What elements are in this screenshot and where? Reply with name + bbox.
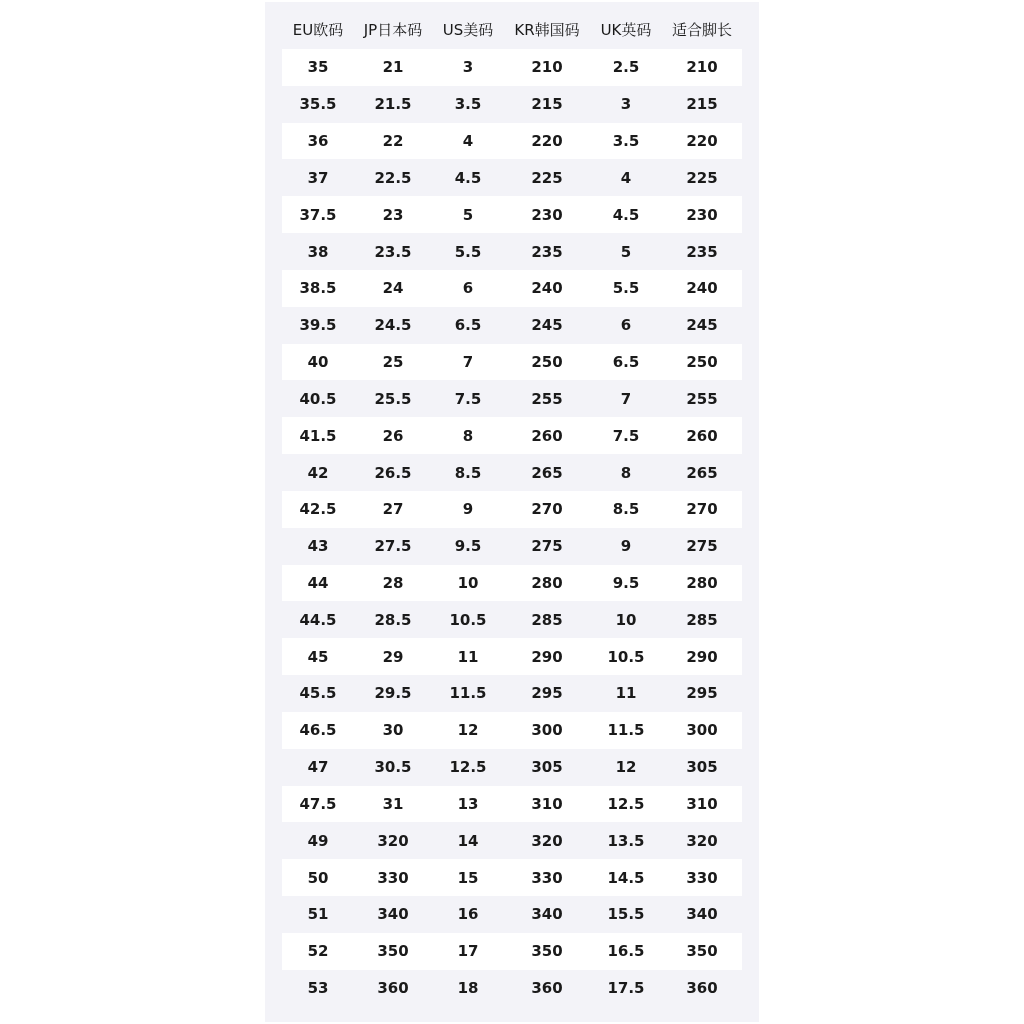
table-row (282, 565, 742, 602)
cell-eu-size: 39.5 (299, 316, 337, 335)
cell-kr-size: 275 (531, 537, 563, 556)
cell-jp-size: 28 (382, 574, 404, 592)
cell-jp-size: 22.5 (374, 168, 412, 187)
cell-kr-size: 330 (531, 868, 563, 887)
cell-foot-length: 235 (686, 242, 718, 261)
cell-eu-size: 47 (307, 758, 329, 777)
cell-jp-size: 24 (382, 279, 404, 298)
cell-kr-size: 340 (531, 905, 563, 924)
cell-uk-size: 4 (620, 168, 632, 187)
cell-jp-size: 27 (382, 500, 404, 519)
cell-foot-length: 285 (686, 610, 718, 629)
cell-eu-size: 38.5 (299, 279, 337, 298)
cell-uk-size: 5.5 (612, 279, 640, 298)
cell-us-size: 3.5 (454, 95, 482, 114)
cell-foot-length: 265 (686, 463, 718, 482)
cell-eu-size: 41.5 (299, 426, 337, 445)
table-row (282, 454, 742, 491)
cell-us-size: 12 (457, 721, 479, 740)
table-row (282, 270, 742, 307)
cell-foot-length: 240 (686, 279, 718, 298)
cell-uk-size: 6.5 (612, 353, 640, 372)
cell-foot-length: 270 (686, 500, 718, 519)
header-kr-size: KR韩国码 (514, 20, 580, 39)
cell-foot-length: 275 (686, 537, 718, 556)
cell-us-size: 9.5 (454, 537, 482, 556)
cell-kr-size: 220 (531, 132, 563, 151)
cell-eu-size: 53 (307, 979, 329, 998)
cell-uk-size: 3.5 (612, 132, 640, 151)
cell-jp-size: 26.5 (374, 463, 412, 482)
cell-kr-size: 285 (531, 610, 563, 629)
header-us-size: US美码 (442, 20, 494, 39)
cell-eu-size: 45.5 (299, 684, 337, 703)
cell-uk-size: 14.5 (607, 868, 645, 887)
cell-jp-size: 29.5 (374, 684, 412, 703)
cell-foot-length: 295 (686, 684, 718, 703)
cell-kr-size: 230 (531, 205, 563, 224)
cell-foot-length: 255 (686, 389, 718, 408)
cell-us-size: 11.5 (449, 684, 487, 703)
table-row (282, 491, 742, 528)
cell-kr-size: 260 (531, 426, 563, 445)
cell-uk-size: 12 (615, 758, 637, 777)
cell-jp-size: 25 (382, 353, 404, 372)
cell-kr-size: 245 (531, 316, 563, 335)
cell-kr-size: 255 (531, 389, 563, 408)
cell-us-size: 7.5 (454, 389, 482, 408)
cell-kr-size: 290 (531, 647, 563, 666)
cell-foot-length: 350 (686, 942, 718, 961)
cell-uk-size: 15.5 (607, 905, 645, 924)
table-row (282, 601, 742, 638)
table-row (282, 344, 742, 381)
cell-us-size: 18 (457, 979, 479, 998)
cell-jp-size: 30 (382, 721, 404, 740)
cell-kr-size: 270 (531, 500, 563, 519)
cell-eu-size: 37 (307, 168, 329, 187)
cell-eu-size: 43 (307, 537, 329, 556)
cell-eu-size: 52 (307, 942, 329, 961)
cell-foot-length: 250 (686, 353, 718, 372)
cell-jp-size: 340 (377, 905, 409, 924)
size-chart-rows (282, 49, 742, 1007)
cell-us-size: 6 (462, 279, 474, 298)
cell-kr-size: 360 (531, 979, 563, 998)
cell-foot-length: 330 (686, 868, 718, 887)
cell-kr-size: 215 (531, 95, 563, 114)
cell-foot-length: 320 (686, 831, 718, 850)
cell-foot-length: 260 (686, 426, 718, 445)
cell-us-size: 9 (462, 500, 474, 519)
cell-jp-size: 25.5 (374, 389, 412, 408)
cell-kr-size: 265 (531, 463, 563, 482)
cell-uk-size: 16.5 (607, 942, 645, 961)
table-row (282, 49, 742, 86)
cell-uk-size: 7 (620, 389, 632, 408)
cell-jp-size: 31 (382, 794, 404, 813)
cell-kr-size: 235 (531, 242, 563, 261)
cell-uk-size: 10 (615, 610, 637, 629)
cell-uk-size: 7.5 (612, 426, 640, 445)
table-row (282, 638, 742, 675)
table-row (282, 380, 742, 417)
cell-us-size: 10 (457, 574, 479, 592)
cell-us-size: 4 (462, 132, 474, 151)
cell-kr-size: 295 (531, 684, 563, 703)
cell-uk-size: 2.5 (612, 58, 640, 77)
cell-us-size: 10.5 (449, 610, 487, 629)
cell-us-size: 8 (462, 426, 474, 445)
table-row (282, 196, 742, 233)
cell-eu-size: 42.5 (299, 500, 337, 519)
table-row (282, 712, 742, 749)
cell-foot-length: 245 (686, 316, 718, 335)
cell-kr-size: 300 (531, 721, 563, 740)
header-foot-length: 适合脚长 (671, 20, 732, 39)
cell-eu-size: 35.5 (299, 95, 337, 114)
cell-uk-size: 17.5 (607, 979, 645, 998)
cell-foot-length: 305 (686, 758, 718, 777)
cell-us-size: 16 (457, 905, 479, 924)
table-row (282, 786, 742, 823)
cell-eu-size: 45 (307, 647, 329, 666)
table-row (282, 528, 742, 565)
cell-uk-size: 4.5 (612, 205, 640, 224)
cell-uk-size: 10.5 (607, 647, 645, 666)
cell-foot-length: 280 (686, 574, 718, 592)
cell-foot-length: 225 (686, 168, 718, 187)
cell-kr-size: 350 (531, 942, 563, 961)
cell-uk-size: 11 (615, 684, 637, 703)
size-chart-panel (265, 2, 759, 1022)
cell-jp-size: 22 (382, 132, 404, 151)
cell-uk-size: 6 (620, 316, 632, 335)
table-row (282, 822, 742, 859)
cell-jp-size: 27.5 (374, 537, 412, 556)
cell-kr-size: 280 (531, 574, 563, 592)
cell-us-size: 14 (457, 831, 479, 850)
cell-us-size: 17 (457, 942, 479, 961)
cell-us-size: 5.5 (454, 242, 482, 261)
table-row (282, 896, 742, 933)
cell-us-size: 3 (462, 58, 474, 77)
cell-eu-size: 40 (307, 353, 329, 372)
cell-uk-size: 9 (620, 537, 632, 556)
cell-us-size: 8.5 (454, 463, 482, 482)
table-row (282, 675, 742, 712)
cell-foot-length: 300 (686, 721, 718, 740)
cell-jp-size: 28.5 (374, 610, 412, 629)
cell-eu-size: 36 (307, 132, 329, 151)
cell-eu-size: 47.5 (299, 794, 337, 813)
cell-foot-length: 290 (686, 647, 718, 666)
cell-jp-size: 29 (382, 647, 404, 666)
cell-jp-size: 30.5 (374, 758, 412, 777)
cell-eu-size: 37.5 (299, 205, 337, 224)
table-row (282, 123, 742, 160)
cell-kr-size: 310 (531, 794, 563, 813)
cell-foot-length: 215 (686, 95, 718, 114)
cell-kr-size: 320 (531, 831, 563, 850)
cell-us-size: 7 (462, 353, 474, 372)
cell-jp-size: 350 (377, 942, 409, 961)
size-chart-header (282, 12, 742, 46)
cell-kr-size: 240 (531, 279, 563, 298)
header-eu-size: EU欧码 (292, 20, 344, 39)
cell-eu-size: 51 (307, 905, 329, 924)
cell-us-size: 15 (457, 868, 479, 887)
cell-us-size: 12.5 (449, 758, 487, 777)
cell-us-size: 5 (462, 205, 474, 224)
cell-foot-length: 210 (686, 58, 718, 77)
cell-eu-size: 50 (307, 868, 329, 887)
cell-jp-size: 21.5 (374, 95, 412, 114)
cell-jp-size: 330 (377, 868, 409, 887)
cell-eu-size: 44.5 (299, 610, 337, 629)
header-uk-size: UK英码 (600, 20, 652, 39)
table-row (282, 933, 742, 970)
cell-foot-length: 220 (686, 132, 718, 151)
cell-uk-size: 8.5 (612, 500, 640, 519)
table-row (282, 159, 742, 196)
cell-uk-size: 11.5 (607, 721, 645, 740)
cell-eu-size: 35 (307, 58, 329, 77)
cell-eu-size: 42 (307, 463, 329, 482)
cell-us-size: 11 (457, 647, 479, 666)
table-row (282, 970, 742, 1007)
cell-uk-size: 13.5 (607, 831, 645, 850)
cell-uk-size: 3 (620, 95, 632, 114)
cell-uk-size: 8 (620, 463, 632, 482)
table-row (282, 859, 742, 896)
cell-kr-size: 250 (531, 353, 563, 372)
table-row (282, 233, 742, 270)
cell-jp-size: 21 (382, 58, 404, 77)
table-row (282, 749, 742, 786)
cell-uk-size: 9.5 (612, 574, 640, 592)
cell-us-size: 13 (457, 794, 479, 813)
cell-kr-size: 210 (531, 58, 563, 77)
cell-jp-size: 24.5 (374, 316, 412, 335)
cell-eu-size: 46.5 (299, 721, 337, 740)
cell-eu-size: 40.5 (299, 389, 337, 408)
cell-us-size: 6.5 (454, 316, 482, 335)
cell-jp-size: 23.5 (374, 242, 412, 261)
cell-jp-size: 23 (382, 205, 404, 224)
table-row (282, 307, 742, 344)
cell-foot-length: 340 (686, 905, 718, 924)
table-row (282, 86, 742, 123)
cell-foot-length: 360 (686, 979, 718, 998)
cell-eu-size: 44 (307, 574, 329, 592)
table-row (282, 417, 742, 454)
cell-uk-size: 5 (620, 242, 632, 261)
cell-jp-size: 360 (377, 979, 409, 998)
header-jp-size: JP日本码 (363, 20, 423, 39)
cell-jp-size: 26 (382, 426, 404, 445)
cell-uk-size: 12.5 (607, 794, 645, 813)
cell-jp-size: 320 (377, 831, 409, 850)
cell-foot-length: 310 (686, 794, 718, 813)
cell-kr-size: 225 (531, 168, 563, 187)
cell-eu-size: 38 (307, 242, 329, 261)
cell-kr-size: 305 (531, 758, 563, 777)
cell-foot-length: 230 (686, 205, 718, 224)
cell-eu-size: 49 (307, 831, 329, 850)
cell-us-size: 4.5 (454, 168, 482, 187)
